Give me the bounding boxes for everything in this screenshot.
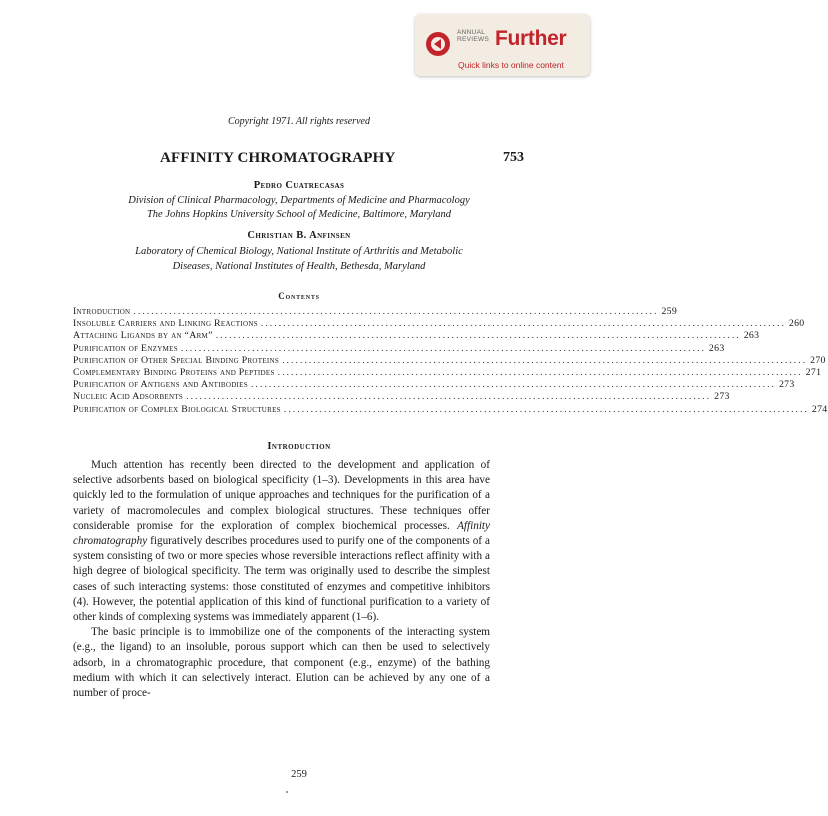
author-affiliation: Division of Clinical Pharmacology, Departments of Medicine and Pharmacology xyxy=(128,195,470,206)
page-footer-number: 259 xyxy=(291,769,307,780)
contents-heading: Contents xyxy=(278,291,320,301)
banner-brand-line2: REVIEWS xyxy=(457,36,490,43)
annual-reviews-further-banner[interactable] xyxy=(415,14,590,76)
toc-leader: ...................................................................................................................... xyxy=(282,354,808,366)
toc-entry-title: Nucleic Acid Adsorbents xyxy=(73,391,184,403)
toc-leader: ...................................................................................................................... xyxy=(250,379,776,391)
toc-entry-title: Purification of Antigens and Antibodies xyxy=(73,379,248,391)
introduction-body xyxy=(73,458,490,701)
paragraph xyxy=(73,458,490,625)
author-name: Pedro Cuatrecasas xyxy=(253,180,345,191)
toc-entry-page: 263 xyxy=(708,342,725,354)
toc-entry-page: 259 xyxy=(661,306,678,317)
toc-entry-page: 271 xyxy=(805,366,822,378)
author-affiliation: Diseases, National Institutes of Health, Bethesda, Maryland xyxy=(172,261,426,272)
banner-title: Further xyxy=(495,27,567,50)
toc-entry-title: Complementary Binding Proteins and Peptides xyxy=(73,366,275,378)
toc-leader: ...................................................................................................................... xyxy=(180,342,706,354)
toc-leader: ...................................................................................................................... xyxy=(133,306,659,317)
section-heading-introduction: Introduction xyxy=(267,441,331,452)
annual-reviews-logo-icon xyxy=(425,31,451,57)
paragraph-text: figuratively describes procedures used to purify one of the components of a system consisting of two or more species whose reversible interactions reflect affinity with a high degree of biological specificity. The term was originally used to describe the simplest cases of such interacting systems: those constituted of enzymes and competitive inhibitors (4). However, the potential application of this kind of functional purification to a variety of other kinds of complexing systems was immediately apparent (1–6). xyxy=(73,535,490,624)
scan-mark xyxy=(286,791,288,793)
term-affinity-chromatography: Affinity chromatography xyxy=(73,519,490,548)
toc-entry-page: 263 xyxy=(743,330,760,342)
paragraph: The basic principle is to immobilize one of the components of the interacting system (e.g., the ligand) to an insoluble, porous support which can then be used to selectively adsorb, in a chromatographic procedure, that component (e.g., enzyme) of the bathing medium with which it can selectively interact. Elution can be achieved by any one of a number of proce- xyxy=(73,626,490,700)
toc-leader: ...................................................................................................................... xyxy=(215,330,741,342)
toc-entry[interactable] xyxy=(73,342,725,355)
author-affiliation: The Johns Hopkins University School of Medicine, Baltimore, Maryland xyxy=(146,209,452,220)
banner-brand xyxy=(457,29,489,43)
toc-leader: ...................................................................................................................... xyxy=(260,318,786,330)
toc-entry[interactable] xyxy=(73,391,730,403)
toc-entry[interactable] xyxy=(73,366,822,379)
toc-leader: ...................................................................................................................... xyxy=(277,366,803,378)
toc-entry-page: 273 xyxy=(714,391,730,403)
toc-entry[interactable] xyxy=(73,354,826,367)
toc-entry[interactable] xyxy=(73,330,760,342)
toc-entry-title: Purification of Other Special Binding Proteins xyxy=(73,354,280,366)
toc-entry[interactable] xyxy=(73,403,828,416)
toc-entry[interactable] xyxy=(73,379,795,391)
toc-entry-title: Attaching Ligands by an “Arm” xyxy=(73,330,213,342)
journal-page-number: 753 xyxy=(503,150,524,165)
article-title: AFFINITY CHROMATOGRAPHY xyxy=(160,150,396,166)
toc-leader: ...................................................................................................................... xyxy=(186,391,712,403)
toc-entry-title: Introduction xyxy=(73,306,131,317)
toc-entry[interactable] xyxy=(73,318,805,330)
table-of-contents xyxy=(73,306,828,416)
copyright-notice: Copyright 1971. All rights reserved xyxy=(228,116,370,127)
toc-entry-page: 273 xyxy=(778,379,795,391)
toc-entry-title: Insoluble Carriers and Linking Reactions xyxy=(73,318,258,330)
toc-entry-page: 274 xyxy=(811,403,828,415)
toc-leader: ...................................................................................................................... xyxy=(283,403,809,415)
banner-tagline[interactable]: Quick links to online content xyxy=(458,60,564,70)
paragraph-text: Much attention has recently been directed to the development and application of selective adsorbents based on biological specificity (1–3). Developments in this area have quickly led to the formulation of unique approaches and techniques for the purification of a variety of macromolecules and complex biological structures. These techniques offer considerable promise for the exploration of complex biochemical processes. xyxy=(73,459,490,532)
toc-entry[interactable] xyxy=(73,306,678,318)
toc-entry-page: 260 xyxy=(788,318,805,330)
author-affiliation: Laboratory of Chemical Biology, National Institute of Arthritis and Metabolic xyxy=(135,246,463,257)
toc-entry-page: 270 xyxy=(810,354,826,366)
toc-entry-title: Purification of Complex Biological Structures xyxy=(73,403,281,415)
author-name: Christian B. Anfinsen xyxy=(247,230,351,241)
banner-brand-line1: ANNUAL xyxy=(457,29,486,36)
toc-entry-title: Purification of Enzymes xyxy=(73,342,178,354)
